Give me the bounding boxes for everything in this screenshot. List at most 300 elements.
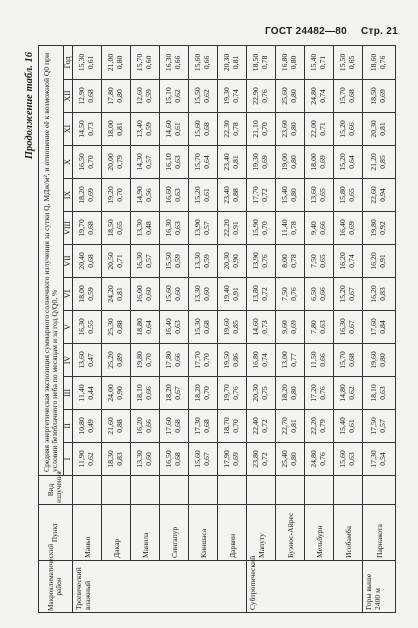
point-name: Маньо [73,505,102,561]
q-value: 25,30 [106,318,116,336]
ratio-value: 0,70 [202,386,212,400]
value-cell [363,344,396,377]
ratio-value: 0,81 [378,122,388,136]
ratio-value: 0,80 [378,353,388,367]
value-cell [160,278,189,311]
q-value: 17,60 [164,417,174,435]
q-value: 11,90 [77,450,87,468]
ratio-value: 0,72 [260,287,270,301]
value-cell [160,146,189,179]
value-cell [247,344,276,377]
q-value: 15,40 [309,53,319,72]
ratio-value: 0,63 [173,221,183,235]
q-value: 15,40 [338,417,348,435]
value-cell [189,377,218,410]
q-value: 15,50 [193,87,203,105]
q-value: 16,20 [135,417,145,435]
month-header: VI [64,278,73,311]
ratio-value: 0,69 [347,221,357,235]
q-value: 17,30 [369,450,379,468]
ratio-value: 0,62 [173,89,183,103]
ratio-value: 0,74 [347,254,357,268]
ratio-value: 0,63 [173,188,183,202]
ratio-value: 0,75 [260,386,270,400]
ratio-value: 0,57 [378,419,388,433]
value-cell [131,311,160,344]
indicator-labels [102,476,131,505]
value-cell [305,410,334,443]
ratio-value: 0,94 [378,188,388,202]
ratio-value: 0,65 [318,254,328,268]
value-cell [73,410,102,443]
month-header: II [64,410,73,443]
q-value: 13,30 [135,219,145,237]
q-value: 19,60 [222,318,232,336]
value-cell [247,179,276,212]
q-value: 17,80 [164,351,174,369]
ratio-value: 0,69 [318,155,328,169]
ratio-value: 0,44 [86,386,96,400]
value-cell [102,212,131,245]
ratio-value: 0,83 [378,287,388,301]
q-value: 22,00 [309,120,319,138]
q-value: 24,80 [309,87,319,105]
ratio-value: 0,63 [173,155,183,169]
value-cell [73,245,102,278]
value-cell [102,113,131,146]
ratio-value: 0,67 [347,287,357,301]
q-value: 15,50 [338,53,348,72]
value-cell [131,410,160,443]
q-value: 24,80 [309,450,319,468]
ratio-value: 0,66 [202,55,212,70]
value-cell [160,45,189,79]
value-cell [102,245,131,278]
value-cell [305,377,334,410]
value-cell [363,45,396,79]
q-value: 15,70 [338,87,348,105]
value-cell [305,113,334,146]
table-row [276,45,305,612]
value-cell [102,443,131,476]
value-cell [305,311,334,344]
point-name: Исобамба [334,505,363,561]
ratio-value: 0,72 [260,188,270,202]
value-cell [102,45,131,79]
indicator-labels [276,476,305,505]
q-value: 22,30 [222,120,232,138]
q-value: 24,00 [106,384,116,402]
q-value: 20,00 [106,153,116,171]
month-header: V [64,311,73,344]
ratio-value: 0,70 [231,419,241,433]
q-value: 15,40 [280,186,290,204]
value-cell [218,146,247,179]
ratio-value: 0,60 [144,287,154,301]
ratio-value: 0,71 [318,122,328,136]
ratio-value: 0,54 [378,452,388,466]
ratio-value: 0,66 [173,55,183,70]
ratio-value: 0,57 [144,254,154,268]
q-value: 15,50 [164,252,174,270]
q-value: 18,00 [309,153,319,171]
point-name: Мельбурн [305,505,334,561]
value-cell [276,311,305,344]
ratio-value: 0,76 [260,254,270,268]
ratio-value: 0,68 [347,353,357,367]
ratio-value: 0,91 [231,221,241,235]
ratio-value: 0,76 [260,89,270,103]
q-value: 18,80 [135,318,145,336]
q-value: 14,30 [135,153,145,171]
value-cell [363,212,396,245]
ratio-value: 0,85 [231,320,241,334]
ratio-value: 0,60 [144,452,154,466]
value-cell [363,113,396,146]
q-value: 24,20 [106,285,116,303]
ratio-value: 0,74 [231,89,241,103]
value-cell [131,179,160,212]
ratio-value: 0,47 [86,353,96,367]
ratio-value: 0,69 [289,320,299,334]
q-value: 23,40 [222,153,232,171]
value-cell [160,344,189,377]
table-row [218,45,247,612]
solar-radiation-table [38,45,396,613]
month-header: I [64,443,73,476]
ratio-value: 0,68 [86,221,96,235]
q-value: 20,30 [251,384,261,402]
ratio-value: 0,67 [173,386,183,400]
q-value: 7,50 [309,254,319,268]
ratio-value: 0,64 [202,155,212,169]
q-value: 13,60 [77,351,87,369]
indicator-labels [334,476,363,505]
value-cell [218,113,247,146]
ratio-value: 0,70 [115,188,125,202]
q-value: 15,20 [338,120,348,138]
value-cell [247,311,276,344]
q-value: 18,10 [135,384,145,402]
value-cell [102,146,131,179]
q-value: 16,80 [251,351,261,369]
ratio-value: 0,65 [115,221,125,235]
ratio-value: 0,74 [260,353,270,367]
table-row [160,45,189,612]
q-value: 8,00 [280,254,290,268]
table-row [334,45,363,612]
standard-number: ГОСТ 24482—80 [264,26,347,37]
q-value: 21,60 [106,417,116,435]
value-cell [160,80,189,113]
ratio-value: 0,63 [378,386,388,400]
value-cell [363,311,396,344]
ratio-value: 0,68 [347,89,357,103]
ratio-value: 0,81 [231,155,241,169]
ratio-value: 0,78 [289,254,299,268]
ratio-value: 0,85 [378,155,388,169]
ratio-value: 0,65 [347,55,357,70]
point-name: Мапуту [247,505,276,561]
q-value: 22,70 [280,417,290,435]
q-value: 15,30 [77,53,87,72]
point-name: Дарвин [218,505,247,561]
q-value: 17,50 [369,417,379,435]
q-value: 15,30 [193,318,203,336]
value-cell [189,45,218,79]
q-value: 21,00 [106,53,116,72]
q-value: 18,00 [106,120,116,138]
q-value: 17,80 [106,87,116,105]
ratio-value: 0,80 [115,55,125,70]
header-zone: Макроклиматический район [39,561,73,613]
ratio-value: 0,61 [173,122,183,136]
value-cell [276,179,305,212]
q-value: 18,10 [369,384,379,402]
value-cell [189,410,218,443]
value-cell [363,179,396,212]
ratio-value: 0,73 [260,320,270,334]
month-header: Год [64,45,73,79]
value-cell [189,311,218,344]
value-cell [160,377,189,410]
q-value: 15,60 [193,120,203,138]
q-value: 15,10 [164,87,174,105]
value-cell [73,113,102,146]
ratio-value: 0,68 [173,419,183,433]
q-value: 22,60 [369,186,379,204]
ratio-value: 0,81 [231,55,241,70]
q-value: 21,20 [369,153,379,171]
ratio-value: 0,57 [144,155,154,169]
q-value: 18,20 [280,384,290,402]
value-cell [189,113,218,146]
ratio-value: 0,64 [144,320,154,334]
value-cell [218,45,247,79]
point-name: Киншаса [189,505,218,561]
ratio-value: 0,59 [173,254,183,268]
q-value: 21,10 [251,120,261,138]
ratio-value: 0,72 [260,419,270,433]
value-cell [131,245,160,278]
value-cell [160,410,189,443]
page-number: Стр. 21 [360,26,398,37]
q-value: 14,60 [251,318,261,336]
page-header [265,26,398,37]
ratio-value: 0,80 [289,386,299,400]
ratio-value: 0,62 [347,386,357,400]
q-value: 22,40 [251,417,261,435]
ratio-value: 0,59 [144,122,154,136]
table-row [189,45,218,612]
q-value: 22,20 [309,417,319,435]
value-cell [160,113,189,146]
q-value: 16,60 [164,186,174,204]
ratio-value: 0,70 [260,221,270,235]
q-value: 18,50 [251,53,261,72]
value-cell [334,179,363,212]
ratio-value: 0,67 [202,452,212,466]
q-value: 19,80 [369,219,379,237]
ratio-value: 0,76 [231,386,241,400]
value-cell [247,113,276,146]
ratio-value: 0,80 [115,89,125,103]
ratio-value: 0,69 [378,89,388,103]
table-row [305,45,334,612]
ratio-value: 0,80 [289,55,299,70]
ratio-value: 0,78 [260,55,270,70]
point-name: Сингапур [160,505,189,561]
ratio-value: 0,72 [260,452,270,466]
q-value: 14,90 [135,186,145,204]
q-value: 23,80 [251,450,261,468]
value-cell [334,245,363,278]
ratio-value: 0,57 [202,221,212,235]
q-value: 18,60 [369,53,379,72]
ratio-value: 0,66 [318,221,328,235]
ratio-value: 0,56 [144,188,154,202]
table-continuation-caption: Продолжение табл. 16 [24,52,35,160]
value-cell [131,278,160,311]
q-value: 18,20 [77,186,87,204]
q-value: 11,40 [77,384,87,402]
zone-name: Тропический влажный [73,561,247,613]
q-value: 16,40 [164,318,174,336]
q-value: 9,60 [280,320,290,334]
ratio-value: 0,80 [289,452,299,466]
ratio-value: 0,62 [86,452,96,466]
value-cell [189,80,218,113]
value-cell [73,80,102,113]
q-value: 17,60 [369,318,379,336]
q-value: 20,30 [222,252,232,270]
q-value: 20,50 [106,252,116,270]
value-cell [131,212,160,245]
indicator-labels [363,476,396,505]
ratio-value: 0,62 [202,89,212,103]
ratio-value: 0,68 [86,254,96,268]
ratio-value: 0,79 [115,155,125,169]
q-value: 15,60 [193,53,203,72]
value-cell [363,146,396,179]
q-value: 19,40 [222,285,232,303]
value-cell [247,278,276,311]
value-cell [131,377,160,410]
value-cell [247,410,276,443]
zone-name: Субтропический [247,561,363,613]
ratio-value: 0,55 [86,320,96,334]
month-header: X [64,146,73,179]
q-value: 12,60 [135,87,145,105]
ratio-value: 0,69 [86,188,96,202]
q-value: 13,90 [193,219,203,237]
q-value: 18,70 [222,417,232,435]
value-cell [73,443,102,476]
value-cell [218,80,247,113]
q-value: 7,80 [309,320,319,334]
value-cell [218,344,247,377]
q-value: 13,60 [309,186,319,204]
value-cell [102,377,131,410]
ratio-value: 0,68 [173,452,183,466]
q-value: 14,50 [77,120,87,138]
table-body [73,45,396,612]
ratio-value: 0,59 [86,287,96,301]
q-value: 9,40 [309,221,319,235]
value-cell [305,212,334,245]
q-value: 19,00 [280,153,290,171]
point-name: Дакар [102,505,131,561]
q-value: 19,70 [222,384,232,402]
q-value: 20,40 [77,252,87,270]
value-cell [102,344,131,377]
ratio-value: 0,74 [318,89,328,103]
q-value: 19,30 [251,153,261,171]
q-value: 15,60 [193,450,203,468]
ratio-value: 0,66 [347,122,357,136]
q-value: 22,90 [251,87,261,105]
q-value: 13,30 [135,450,145,468]
value-cell [363,410,396,443]
value-cell [160,311,189,344]
q-value: 16,20 [338,252,348,270]
value-cell [363,80,396,113]
table-row [247,45,276,612]
q-value: 19,80 [135,351,145,369]
q-value: 15,60 [338,450,348,468]
ratio-value: 0,60 [173,287,183,301]
point-name: Буэнос-Айрес [276,505,305,561]
ratio-value: 0,64 [347,155,357,169]
value-cell [276,278,305,311]
value-cell [218,245,247,278]
value-cell [73,45,102,79]
q-value: 16,20 [369,252,379,270]
value-cell [334,311,363,344]
q-value: 15,70 [193,153,203,171]
q-value: 16,50 [164,450,174,468]
value-cell [73,311,102,344]
value-cell [218,179,247,212]
value-cell [334,113,363,146]
value-cell [218,410,247,443]
value-cell [73,278,102,311]
point-name: Манила [131,505,160,561]
value-cell [334,146,363,179]
ratio-value: 0,71 [115,254,125,268]
ratio-value: 0,66 [318,353,328,367]
zone-name: Горы выше 2400 м [363,561,396,613]
q-value: 13,80 [251,285,261,303]
q-value: 16,50 [77,153,87,171]
month-header: IX [64,179,73,212]
q-value: 6,50 [309,287,319,301]
q-value: 16,30 [135,252,145,270]
q-value: 23,60 [280,120,290,138]
ratio-value: 0,65 [347,188,357,202]
ratio-value: 0,61 [347,419,357,433]
q-value: 16,30 [164,219,174,237]
value-cell [189,443,218,476]
indicator-labels [218,476,247,505]
value-cell [305,344,334,377]
q-value: 19,20 [106,186,116,204]
q-value: 13,40 [135,120,145,138]
q-value: 15,70 [338,351,348,369]
value-cell [247,146,276,179]
table-row [102,45,131,612]
q-value: 16,10 [164,153,174,171]
